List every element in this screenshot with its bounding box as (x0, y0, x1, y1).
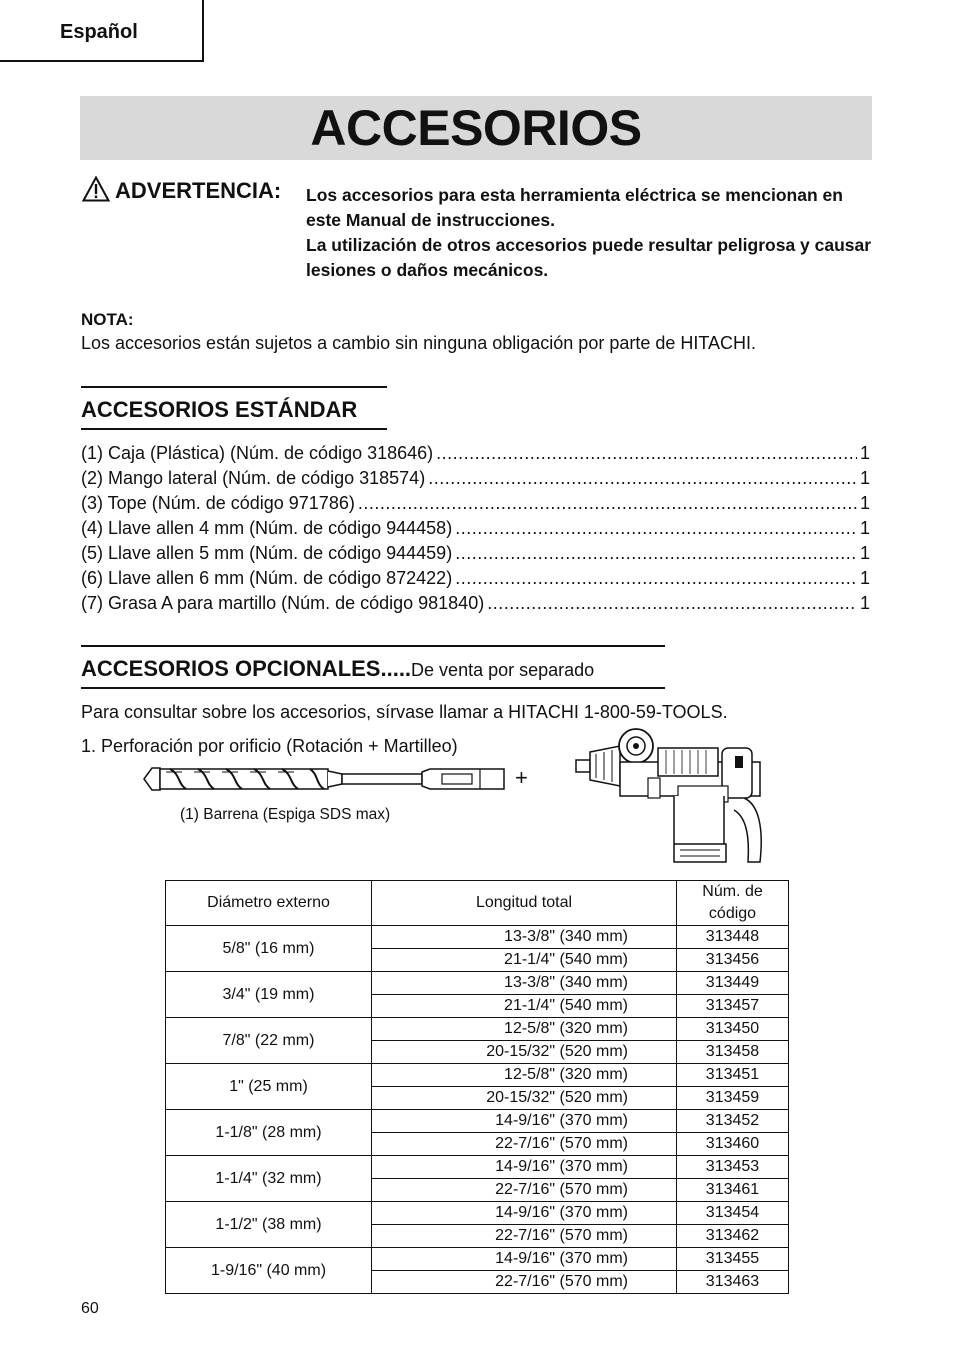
code-cell: 313459 (677, 1087, 789, 1110)
optional-subtitle: De venta por separado (411, 660, 595, 680)
code-cell: 313461 (677, 1179, 789, 1202)
accessory-bit-table (165, 880, 789, 1294)
code-cell: 313462 (677, 1225, 789, 1248)
column-header-diameter: Diámetro externo (166, 881, 372, 926)
code-cell: 313463 (677, 1271, 789, 1294)
diameter-cell: 1" (25 mm) (166, 1064, 372, 1110)
column-header-length: Longitud total (372, 881, 677, 926)
drill-bit-caption: (1) Barrena (Espiga SDS max) (180, 806, 391, 823)
diameter-cell: 1-1/4" (32 mm) (166, 1156, 372, 1202)
table-row (166, 926, 789, 949)
table-row (166, 1064, 789, 1087)
optional-section-title (81, 656, 594, 682)
code-cell: 313449 (677, 972, 789, 995)
length-cell: 21-1/4" (540 mm) (372, 995, 677, 1018)
language-tab-label: Español (60, 21, 138, 43)
page-title: ACCESORIOS (310, 100, 642, 156)
length-cell: 14-9/16" (370 mm) (372, 1156, 677, 1179)
column-header-code: Núm. de código (677, 881, 789, 926)
plus-sign: + (515, 765, 528, 790)
list-item: (7) Grasa A para martillo (Núm. de código 981840) ..... 1 (81, 591, 870, 616)
length-cell: 22-7/16" (570 mm) (372, 1133, 677, 1156)
length-cell: 14-9/16" (370 mm) (372, 1202, 677, 1225)
optional-title-text: ACCESORIOS OPCIONALES..... (81, 656, 412, 681)
page-number: 60 (81, 1300, 99, 1317)
code-cell: 313448 (677, 926, 789, 949)
language-tab (0, 0, 204, 62)
code-cell: 313458 (677, 1041, 789, 1064)
list-item: (4) Llave allen 4 mm (Núm. de código 944458) ..... 1 (81, 516, 870, 541)
length-cell: 13-3/8" (340 mm) (372, 926, 677, 949)
length-cell: 22-7/16" (570 mm) (372, 1271, 677, 1294)
length-cell: 12-5/8" (320 mm) (372, 1064, 677, 1087)
list-item: (1) Caja (Plástica) (Núm. de código 318646) ..... 1 (81, 441, 870, 466)
code-cell: 313453 (677, 1156, 789, 1179)
list-item: (2) Mango lateral (Núm. de código 318574) ..... 1 (81, 466, 870, 491)
length-cell: 22-7/16" (570 mm) (372, 1225, 677, 1248)
list-item: (6) Llave allen 6 mm (Núm. de código 872422) ..... 1 (81, 566, 870, 591)
code-cell: 313454 (677, 1202, 789, 1225)
list-item: (5) Llave allen 5 mm (Núm. de código 944459) ..... 1 (81, 541, 870, 566)
length-cell: 22-7/16" (570 mm) (372, 1179, 677, 1202)
length-cell: 20-15/32" (520 mm) (372, 1041, 677, 1064)
length-cell: 13-3/8" (340 mm) (372, 972, 677, 995)
warning-line: Los accesorios para esta herramienta eléctrica se mencionan en este Manual de instrucciones. (306, 185, 843, 230)
table-row (166, 1156, 789, 1179)
diameter-cell: 1-1/2" (38 mm) (166, 1202, 372, 1248)
note-text: Los accesorios están sujetos a cambio sin ninguna obligación por parte de HITACHI. (81, 333, 757, 353)
code-cell: 313452 (677, 1110, 789, 1133)
warning-triangle-icon (82, 176, 110, 202)
optional-item-1: 1. Perforación por orificio (Rotación + Martilleo) (81, 736, 458, 756)
standard-rule-top (81, 386, 387, 388)
table-row (166, 1202, 789, 1225)
standard-rule-bottom (81, 428, 387, 430)
length-cell: 14-9/16" (370 mm) (372, 1248, 677, 1271)
table-row (166, 972, 789, 995)
note-label: NOTA: (81, 310, 134, 329)
warning-line: La utilización de otros accesorios puede resultar peligrosa y causar lesiones o daños mecánicos. (306, 235, 872, 280)
length-cell: 12-5/8" (320 mm) (372, 1018, 677, 1041)
diameter-cell: 3/4" (19 mm) (166, 972, 372, 1018)
optional-rule-top (81, 645, 665, 647)
diameter-cell: 1-1/8" (28 mm) (166, 1110, 372, 1156)
warning-label: ADVERTENCIA: (115, 178, 282, 203)
code-cell: 313451 (677, 1064, 789, 1087)
optional-rule-bottom (81, 687, 665, 689)
contact-info: Para consultar sobre los accesorios, sírvase llamar a HITACHI 1-800-59-TOOLS. (81, 702, 728, 722)
page-title-bar (80, 96, 872, 160)
warning-text (306, 183, 874, 283)
length-cell: 20-15/32" (520 mm) (372, 1087, 677, 1110)
standard-accessories-list (81, 441, 870, 616)
list-item: (3) Tope (Núm. de código 971786) ..... 1 (81, 491, 870, 516)
length-cell: 21-1/4" (540 mm) (372, 949, 677, 972)
diameter-cell: 5/8" (16 mm) (166, 926, 372, 972)
diameter-cell: 7/8" (22 mm) (166, 1018, 372, 1064)
code-cell: 313450 (677, 1018, 789, 1041)
length-cell: 14-9/16" (370 mm) (372, 1110, 677, 1133)
rotary-hammer-illustration (574, 726, 774, 866)
code-cell: 313455 (677, 1248, 789, 1271)
table-row (166, 1110, 789, 1133)
code-cell: 313460 (677, 1133, 789, 1156)
table-row (166, 1248, 789, 1271)
diameter-cell: 1-9/16" (40 mm) (166, 1248, 372, 1294)
standard-section-title: ACCESORIOS ESTÁNDAR (81, 397, 358, 422)
table-row (166, 1018, 789, 1041)
code-cell: 313457 (677, 995, 789, 1018)
drill-bit-illustration (142, 760, 508, 798)
code-cell: 313456 (677, 949, 789, 972)
table-header-row (166, 881, 789, 926)
